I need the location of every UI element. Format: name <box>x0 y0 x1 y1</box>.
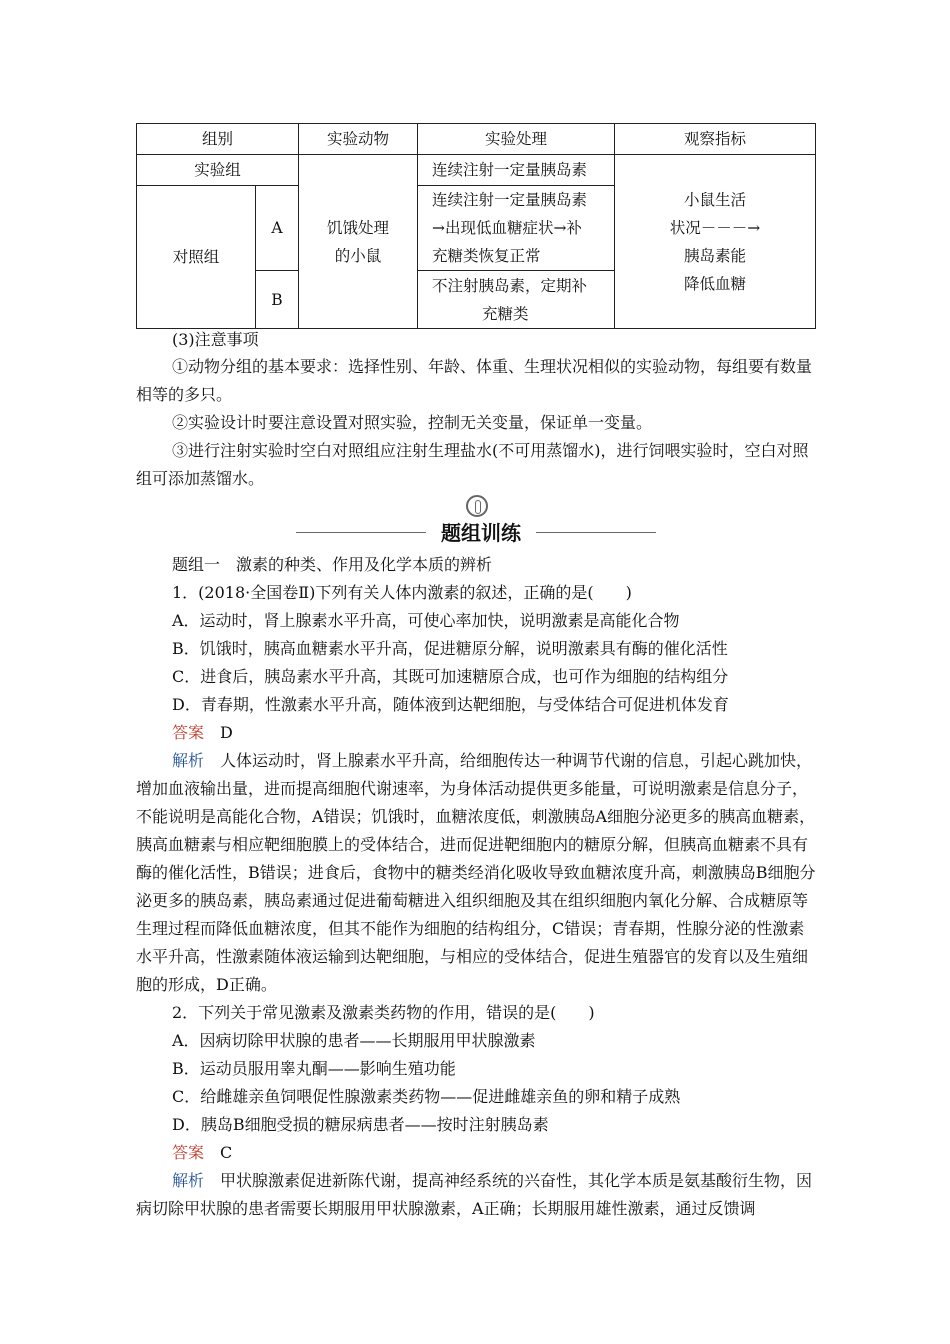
notes-title: (3)注意事项 <box>172 330 259 349</box>
treatment-cell <box>418 186 615 271</box>
answer-value: C <box>220 1143 233 1162</box>
table-header-cell: 观察指标 <box>615 124 816 155</box>
q1-option-c: C．进食后，胰岛素水平升高，其既可加速糖原合成，也可作为细胞的结构组分 <box>172 667 729 686</box>
analysis-label: 解析 <box>172 751 205 770</box>
q2-option-c: C．给雌雄亲鱼饲喂促性腺激素类药物——促进雌雄亲鱼的卵和精子成熟 <box>172 1087 681 1106</box>
subgroup-a-cell: A <box>256 186 299 271</box>
observation-line: 降低血糖 <box>683 274 746 293</box>
q1-stem: 1．(2018·全国卷Ⅱ)下列有关人体内激素的叙述，正确的是( ) <box>172 583 632 602</box>
note-3: ③进行注射实验时空白对照组应注射生理盐水(不可用蒸馏水)，进行饲喂实验时，空白对照组可添加蒸馏水。 <box>136 441 809 488</box>
note-2: ②实验设计时要注意设置对照实验，控制无关变量，保证单一变量。 <box>172 413 653 432</box>
animal-cell <box>299 155 418 329</box>
table-header-row <box>137 124 816 155</box>
observation-line: 状况－－－→ <box>669 218 761 237</box>
control-group-cell: 对照组 <box>137 186 256 329</box>
q1-option-d: D．青春期，性激素水平升高，随体液到达靶细胞，与受体结合可促进机体发育 <box>172 695 729 714</box>
info-icon <box>466 495 488 517</box>
section-heading <box>296 495 656 555</box>
q1-answer-line <box>172 719 820 747</box>
animal-line: 饥饿处理 <box>326 218 389 237</box>
note-1: ①动物分组的基本要求：选择性别、年龄、体重、生理状况相似的实验动物，每组要有数量相等的多只。 <box>136 357 813 404</box>
table-row <box>137 155 816 186</box>
subgroup-b-cell: B <box>256 271 299 329</box>
answer-value: D <box>220 723 233 742</box>
animal-line: 的小鼠 <box>334 246 382 265</box>
analysis-label: 解析 <box>172 1171 205 1190</box>
answer-label: 答案 <box>172 1143 205 1162</box>
observation-line: 胰岛素能 <box>683 246 746 265</box>
table-header-cell: 实验处理 <box>418 124 615 155</box>
q2-answer-line <box>172 1139 820 1167</box>
q2-analysis <box>136 1167 820 1223</box>
q2-stem: 2．下列关于常见激素及激素类药物的作用，错误的是( ) <box>172 1003 595 1022</box>
treatment-cell <box>418 271 615 329</box>
heading-rule-left <box>296 532 426 533</box>
treatment-line: 充糖类 <box>482 304 529 323</box>
treatment-line: 充糖类恢复正常 <box>432 247 541 265</box>
table-header-cell: 组别 <box>137 124 299 155</box>
treatment-cell: 连续注射一定量胰岛素 <box>418 155 615 186</box>
experimental-group-cell: 实验组 <box>137 155 299 186</box>
q2-option-a: A．因病切除甲状腺的患者——长期服用甲状腺激素 <box>172 1031 536 1050</box>
section-title: 题组训练 <box>441 521 521 545</box>
heading-rule-right <box>536 532 656 533</box>
analysis-text: 甲状腺激素促进新陈代谢，提高神经系统的兴奋性，其化学本质是氨基酸衍生物，因病切除甲状腺的患者需要长期服用甲状腺激素，A正确；长期服用雄性激素，通过反馈调 <box>136 1171 813 1218</box>
answer-label: 答案 <box>172 723 205 742</box>
q1-option-a: A．运动时，肾上腺素水平升高，可使心率加快，说明激素是高能化合物 <box>172 611 680 630</box>
observation-cell <box>615 155 816 329</box>
experiment-table <box>136 123 816 329</box>
q2-option-d: D．胰岛B细胞受损的糖尿病患者——按时注射胰岛素 <box>172 1115 549 1134</box>
table-header-cell: 实验动物 <box>299 124 418 155</box>
treatment-line: →出现低血糖症状→补 <box>432 219 582 237</box>
q1-analysis <box>136 747 820 999</box>
q2-option-b: B．运动员服用睾丸酮——影响生殖功能 <box>172 1059 456 1078</box>
treatment-line: 不注射胰岛素，定期补 <box>432 276 588 295</box>
observation-line: 小鼠生活 <box>683 190 746 209</box>
q1-option-b: B．饥饿时，胰高血糖素水平升高，促进糖原分解，说明激素具有酶的催化活性 <box>172 639 728 658</box>
treatment-line: 连续注射一定量胰岛素 <box>432 191 588 209</box>
analysis-text: 人体运动时，肾上腺素水平升高，给细胞传达一种调节代谢的信息，引起心跳加快，增加血液输出量，进而提高细胞代谢速率，为身体活动提供更多能量，可说明激素是信息分子，不能说明是高能化合物，A错误；饥饿时，血糖浓度低，刺激胰岛A细胞分泌更多的胰高血糖素，胰高血糖素与相应靶细胞膜上的受体结合，进而促进靶细胞内的糖原分解，但胰高血糖素不具有酶的催化活性，B错误；进食后，食物中的糖类经消化吸收导致血糖浓度升高，刺激胰岛B细胞分泌更多的胰岛素，胰岛素通过促进葡萄糖进入组织细胞及其在组织细胞内氧化分解、合成糖原等生理过程而降低血糖浓度，但其不能作为细胞的结构组分，C错误；青春期，性腺分泌的性激素水平升高，性激素随体液运输到达靶细胞，与相应的受体结合，促进生殖器官的发育以及生殖细胞的形成，D正确。 <box>136 751 816 994</box>
group-title: 题组一 激素的种类、作用及化学本质的辨析 <box>172 555 493 574</box>
